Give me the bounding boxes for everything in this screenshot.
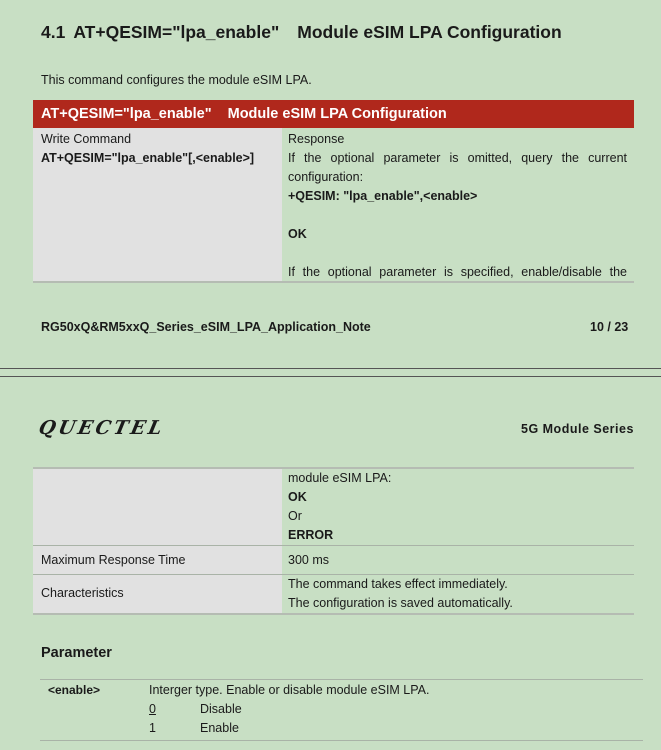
response-label: Response bbox=[288, 132, 345, 146]
write-command-label: Write Command bbox=[41, 132, 132, 146]
module-series: 5G Module Series bbox=[521, 422, 634, 436]
section-title: Module eSIM LPA Configuration bbox=[297, 22, 562, 42]
max-response-label: Maximum Response Time bbox=[41, 553, 186, 567]
footer-doc-name: RG50xQ&RM5xxQ_Series_eSIM_LPA_Application_Note bbox=[41, 320, 371, 334]
max-response-value-cell bbox=[282, 546, 634, 574]
param-label-1: Enable bbox=[200, 721, 239, 735]
continued-ok: OK bbox=[288, 490, 307, 504]
continued-or: Or bbox=[288, 509, 302, 523]
response-format: +QESIM: "lpa_enable",<enable> bbox=[288, 189, 478, 203]
write-command-syntax: AT+QESIM="lpa_enable"[,<enable>] bbox=[41, 151, 255, 165]
param-label-0: Disable bbox=[200, 702, 242, 716]
response-line3: If the optional parameter is specified, enable/disable the bbox=[288, 265, 627, 279]
max-response-label-cell bbox=[33, 546, 282, 574]
parameter-description: Interger type. Enable or disable module eSIM LPA. bbox=[149, 683, 430, 697]
characteristics-line2: The configuration is saved automatically. bbox=[288, 596, 513, 610]
table-bottom-border bbox=[33, 613, 634, 615]
footer-page-number bbox=[590, 320, 628, 334]
parameter-bottom-line bbox=[40, 740, 643, 741]
parameter-title: Parameter bbox=[41, 645, 112, 661]
table-header bbox=[33, 100, 634, 128]
section-command: AT+QESIM="lpa_enable" bbox=[73, 22, 280, 42]
page-break-line bbox=[0, 368, 661, 369]
intro-text: This command configures the module eSIM LPA. bbox=[41, 73, 312, 87]
section-number: 4.1 bbox=[41, 22, 66, 42]
param-value-0: 0 bbox=[149, 702, 156, 716]
response-line1: If the optional parameter is omitted, query the current bbox=[288, 151, 627, 165]
quectel-logo: QUECTEL bbox=[36, 417, 168, 439]
parameter-top-line bbox=[40, 679, 643, 680]
parameter-name: <enable> bbox=[48, 683, 101, 697]
write-response-cell bbox=[282, 128, 634, 281]
continued-right-cell bbox=[282, 469, 634, 545]
continued-line1: module eSIM LPA: bbox=[288, 471, 392, 485]
response-line2: configuration: bbox=[288, 170, 364, 184]
page-current: 10 bbox=[590, 320, 604, 334]
table-bottom-border bbox=[33, 281, 634, 283]
max-response-value: 300 ms bbox=[288, 553, 329, 567]
page-total: / 23 bbox=[607, 320, 629, 334]
section-heading bbox=[41, 22, 562, 43]
param-value-1: 1 bbox=[149, 721, 156, 735]
characteristics-value-cell bbox=[282, 575, 634, 613]
continued-left-cell bbox=[33, 469, 282, 545]
response-ok: OK bbox=[288, 227, 307, 241]
characteristics-label-cell bbox=[33, 575, 282, 613]
page-break-line bbox=[0, 376, 661, 377]
continued-error: ERROR bbox=[288, 528, 334, 542]
characteristics-line1: The command takes effect immediately. bbox=[288, 577, 508, 591]
table-header-title: Module eSIM LPA Configuration bbox=[227, 106, 447, 122]
table-header-command: AT+QESIM="lpa_enable" bbox=[41, 106, 212, 122]
characteristics-label: Characteristics bbox=[41, 586, 124, 600]
write-command-cell bbox=[33, 128, 282, 281]
